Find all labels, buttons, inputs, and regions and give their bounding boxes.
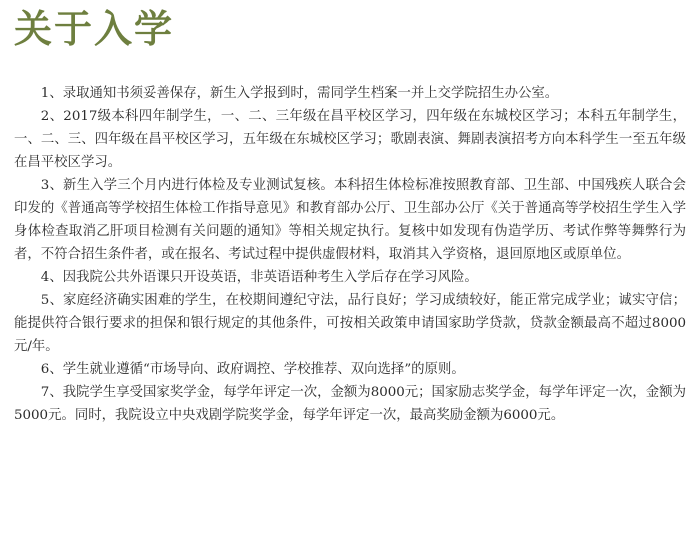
document-body: [14, 82, 686, 427]
paragraph-1: 1、录取通知书须妥善保存，新生入学报到时，需同学生档案一并上交学院招生办公室。: [40, 86, 559, 101]
page-title: 关于入学: [14, 6, 175, 51]
paragraph-5: 5、家庭经济确实困难的学生，在校期间遵纪守法，品行良好；学习成绩较好，能正常完成学业；诚实守信；能提供符合银行要求的担保和银行规定的其他条件，可按相关政策申请国家助学贷款，贷款金额最高不超过8000元/年。: [14, 293, 686, 354]
paragraph-4: 4、因我院公共外语课只开设英语，非英语语种考生入学后存在学习风险。: [40, 270, 478, 285]
paragraph-3: 3、新生入学三个月内进行体检及专业测试复核。本科招生体检标准按照教育部、卫生部、中国残疾人联合会印发的《普通高等学校招生体检工作指导意见》和教育部办公厅、卫生部办公厅《关于普通高等学校招生学生入学身体检查取消乙肝项目检测有关问题的通知》等相关规定执行。复核中如发现有伪造学历、考试作弊等舞弊行为者，不符合招生条件者，或在报名、考试过程中提供虚假材料，取消其入学资格，退回原地区或原单位。: [14, 178, 686, 262]
paragraph-6: 6、学生就业遵循“市场导向、政府调控、学校推荐、双向选择”的原则。: [40, 362, 465, 377]
paragraph-7: 7、我院学生享受国家奖学金，每学年评定一次，金额为8000元；国家励志奖学金，每学年评定一次，金额为5000元。同时，我院设立中央戏剧学院奖学金，每学年评定一次，最高奖励金额为6000元。: [14, 385, 686, 423]
paragraph-2: 2、2017级本科四年制学生，一、二、三年级在昌平校区学习，四年级在东城校区学习；本科五年制学生，一、二、三、四年级在昌平校区学习，五年级在东城校区学习；歌剧表演、舞剧表演招考方向本科学生一至五年级在昌平校区学习。: [14, 109, 686, 170]
